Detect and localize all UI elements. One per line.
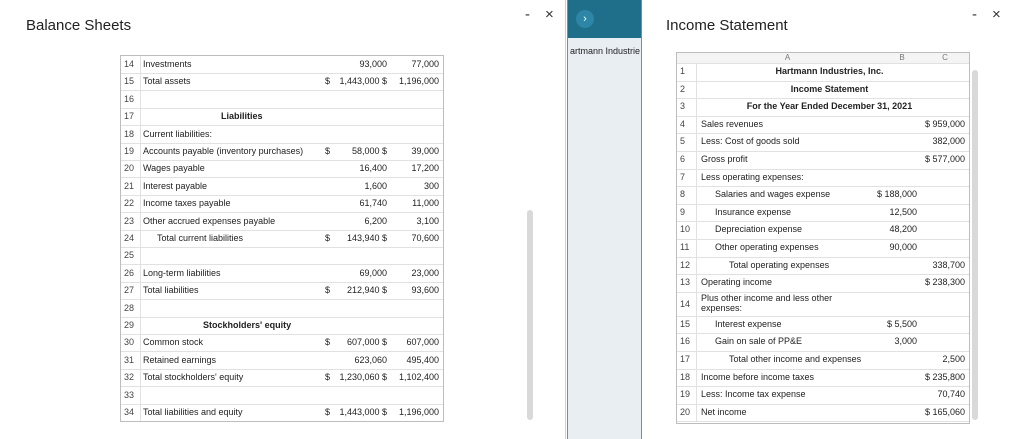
table-row <box>121 195 443 213</box>
column-c-value <box>917 63 965 80</box>
row-number: 12 <box>677 257 697 275</box>
column-c-value: 2,500 <box>942 354 965 364</box>
row-label: Depreciation expense <box>715 224 803 235</box>
table-row <box>121 334 443 352</box>
column-b-value <box>867 116 917 133</box>
dollar-sign: $ <box>325 337 331 348</box>
table-row <box>677 186 969 205</box>
row-number: 33 <box>121 387 141 404</box>
close-button[interactable]: × <box>545 6 554 23</box>
row-number: 14 <box>121 56 141 73</box>
table-row <box>677 257 969 276</box>
column-c-value: $ 959,000 <box>924 118 965 129</box>
value-2021: 1,600 <box>364 180 387 191</box>
dollar-sign: $ <box>325 233 331 243</box>
value-2021: 212,940 $ <box>346 285 387 296</box>
table-row <box>677 169 969 188</box>
column-c-value <box>917 81 965 98</box>
row-label: Current liabilities: <box>143 128 213 139</box>
dollar-sign: $ <box>325 76 331 87</box>
column-header: A <box>784 53 791 62</box>
table-row <box>121 126 443 144</box>
row-number: 24 <box>121 230 141 247</box>
column-c-value <box>917 239 965 256</box>
row-label: Wages payable <box>143 163 205 174</box>
value-2020: 495,400 <box>406 354 439 365</box>
column-b-value: 12,500 <box>889 206 917 217</box>
column-c-value: 338,700 <box>932 259 965 270</box>
dollar-sign: $ <box>325 407 331 417</box>
row-number: 19 <box>677 386 697 404</box>
table-row <box>121 387 443 405</box>
table-row <box>121 265 443 283</box>
value-2020: 300 <box>423 180 439 191</box>
row-number: 29 <box>121 317 141 334</box>
row-number: 8 <box>677 186 697 204</box>
table-row <box>677 404 969 423</box>
minimize-button[interactable]: - <box>972 6 977 23</box>
row-label: Liabilities <box>221 111 263 122</box>
column-b-value <box>867 133 917 150</box>
row-number: 11 <box>677 239 697 257</box>
value-2020 <box>389 247 439 264</box>
value-2021 <box>335 300 387 317</box>
column-c-value <box>917 333 965 350</box>
row-label: Less: Cost of goods sold <box>701 136 800 147</box>
value-2021: 607,000 $ <box>346 337 387 348</box>
table-row <box>121 213 443 231</box>
row-number: 1 <box>677 63 697 81</box>
column-b-value <box>867 151 917 168</box>
column-b-value <box>867 63 917 80</box>
value-2020: 1,196,000 <box>398 407 439 417</box>
value-2020: 1,196,000 <box>398 76 439 87</box>
column-c-value: $ 235,800 <box>924 371 965 382</box>
column-b-value <box>867 351 917 368</box>
column-b-value <box>867 369 917 386</box>
row-label: Less operating expenses: <box>701 171 804 182</box>
row-number: 9 <box>677 204 697 222</box>
value-2021: 1,230,060 $ <box>339 372 387 383</box>
value-2020 <box>389 108 439 125</box>
table-row <box>677 98 969 117</box>
value-2021 <box>335 387 387 404</box>
table-row <box>121 56 443 74</box>
table-row <box>677 81 969 100</box>
row-number: 3 <box>677 98 697 116</box>
row-number: 4 <box>677 116 697 134</box>
table-row <box>677 292 969 317</box>
column-b-value <box>867 81 917 98</box>
row-number: 28 <box>121 300 141 317</box>
row-label: Stockholders' equity <box>203 320 292 330</box>
column-b-value <box>867 169 917 186</box>
column-c-value <box>917 98 965 115</box>
row-label: Other operating expenses <box>715 242 819 252</box>
balance-scrollbar[interactable] <box>527 210 533 420</box>
row-label: Plus other income and less other expenses: <box>701 292 833 313</box>
row-label: Operating income <box>701 277 773 288</box>
table-row <box>677 116 969 135</box>
background-window-header <box>568 0 641 38</box>
value-2020 <box>389 300 439 317</box>
table-row <box>121 404 443 422</box>
row-number: 10 <box>677 221 697 239</box>
value-2020: 17,200 <box>411 163 439 174</box>
value-2020 <box>389 387 439 404</box>
column-b-value <box>867 404 917 421</box>
table-row <box>121 352 443 370</box>
row-label: Total current liabilities <box>157 233 244 243</box>
table-row <box>121 160 443 178</box>
dollar-sign: $ <box>325 285 331 296</box>
table-row <box>121 108 443 126</box>
row-label: Sales revenues <box>701 118 764 129</box>
row-number: 16 <box>677 333 697 351</box>
table-row <box>677 221 969 240</box>
row-number: 25 <box>121 247 141 264</box>
row-label: Interest payable <box>143 180 208 191</box>
column-b-value <box>867 386 917 403</box>
column-b-value <box>867 292 917 309</box>
row-number: 18 <box>677 369 697 387</box>
value-2020 <box>389 317 439 334</box>
table-row <box>121 230 443 248</box>
table-row <box>121 178 443 196</box>
column-c-value <box>917 221 965 238</box>
value-2021: 58,000 $ <box>351 146 387 156</box>
row-number: 27 <box>121 282 141 299</box>
value-2021: 61,740 <box>359 198 387 209</box>
column-c-value: $ 238,300 <box>924 277 965 288</box>
table-row <box>677 133 969 152</box>
row-number: 15 <box>677 316 697 334</box>
row-label: Common stock <box>143 337 204 348</box>
column-b-value <box>867 257 917 274</box>
table-row <box>677 369 969 388</box>
column-b-value: $ 188,000 <box>876 189 917 200</box>
value-2021 <box>335 91 387 108</box>
column-c-value <box>917 186 965 203</box>
column-b-value <box>867 98 917 115</box>
value-2020: 3,100 <box>416 215 439 226</box>
row-number: 34 <box>121 404 141 421</box>
column-c-value: 70,740 <box>937 389 965 400</box>
row-number: 31 <box>121 352 141 369</box>
row-label: Retained earnings <box>143 354 217 365</box>
value-2020: 23,000 <box>411 267 439 278</box>
table-row <box>677 274 969 293</box>
value-2020: 607,000 <box>406 337 439 348</box>
row-label: Total stockholders' equity <box>143 372 244 383</box>
column-c-value <box>917 169 965 186</box>
column-b-value: 48,200 <box>889 224 917 235</box>
income-statement-grid <box>676 52 970 424</box>
row-number: 32 <box>121 369 141 386</box>
income-scrollbar[interactable] <box>972 70 978 420</box>
income-statement-title: Income Statement <box>666 17 788 34</box>
row-label: Total operating expenses <box>729 259 830 270</box>
chevron-right-icon[interactable]: › <box>576 10 594 28</box>
value-2021: 16,400 <box>359 163 387 174</box>
income-statement-window <box>642 0 1024 439</box>
value-2021 <box>335 108 387 125</box>
dollar-sign: $ <box>325 146 331 156</box>
minimize-button[interactable]: - <box>525 6 530 23</box>
row-label: Other accrued expenses payable <box>143 215 276 226</box>
row-label: Total other income and expenses <box>729 354 862 364</box>
column-c-value <box>917 204 965 221</box>
row-label: Net income <box>701 406 747 417</box>
table-row <box>677 316 969 335</box>
row-label: Less: Income tax expense <box>701 389 806 400</box>
table-row <box>121 247 443 265</box>
balance-sheet-grid <box>120 55 444 422</box>
row-number: 20 <box>677 404 697 422</box>
column-c-value <box>917 292 965 309</box>
value-2021: 93,000 <box>359 59 387 69</box>
background-window[interactable] <box>567 0 642 439</box>
value-2020 <box>389 126 439 143</box>
table-row <box>677 333 969 352</box>
value-2020: 77,000 <box>411 59 439 69</box>
table-row <box>121 91 443 109</box>
table-row <box>121 73 443 91</box>
row-number: 26 <box>121 265 141 282</box>
row-label: Total assets <box>143 76 191 87</box>
value-2021: 1,443,000 $ <box>339 76 387 87</box>
table-row <box>677 239 969 258</box>
row-number: 16 <box>121 91 141 108</box>
row-label: Salaries and wages expense <box>715 189 831 200</box>
column-c-value <box>917 316 965 333</box>
row-number: 30 <box>121 334 141 351</box>
row-number: 17 <box>121 108 141 125</box>
row-label: Income Statement <box>790 83 869 94</box>
value-2020: 1,102,400 <box>398 372 439 383</box>
value-2020: 11,000 <box>412 198 439 209</box>
row-label: Hartmann Industries, Inc. <box>775 66 884 76</box>
row-label: Income taxes payable <box>143 198 231 209</box>
column-b-value: 3,000 <box>894 336 917 347</box>
value-2021 <box>335 317 387 334</box>
row-number: 6 <box>677 151 697 169</box>
row-label: Total liabilities <box>143 285 199 296</box>
table-row <box>121 369 443 387</box>
value-2021 <box>335 126 387 143</box>
row-number: 5 <box>677 133 697 151</box>
row-number: 2 <box>677 81 697 99</box>
row-label: Accounts payable (inventory purchases) <box>143 146 304 156</box>
row-number: 21 <box>121 178 141 195</box>
row-number: 15 <box>121 73 141 90</box>
value-2020 <box>389 91 439 108</box>
table-row <box>677 151 969 170</box>
row-number: 7 <box>677 169 697 187</box>
value-2021 <box>335 247 387 264</box>
row-label: Gross profit <box>701 154 748 164</box>
column-c-value: $ 577,000 <box>924 154 965 164</box>
background-window-text: artmann Industrie <box>570 46 641 56</box>
column-b-value: $ 5,500 <box>886 318 917 329</box>
value-2021: 6,200 <box>364 215 387 226</box>
column-c-value: $ 165,060 <box>924 406 965 417</box>
value-2020: 39,000 <box>411 146 439 156</box>
table-row <box>677 386 969 405</box>
value-2021: 623,060 <box>354 354 387 365</box>
table-row <box>677 204 969 223</box>
table-row <box>677 351 969 370</box>
row-number: 23 <box>121 213 141 230</box>
table-row <box>121 317 443 335</box>
row-number: 17 <box>677 351 697 369</box>
row-label: Total liabilities and equity <box>143 407 243 417</box>
row-label: Investments <box>143 59 192 69</box>
table-row <box>121 300 443 318</box>
column-b-value: 90,000 <box>889 242 917 252</box>
column-header: B <box>899 53 905 62</box>
column-c-value: 382,000 <box>932 136 965 147</box>
dollar-sign: $ <box>325 372 331 383</box>
row-label: Gain on sale of PP&E <box>715 336 803 347</box>
close-button[interactable]: × <box>992 6 1001 23</box>
row-number: 19 <box>121 143 141 160</box>
column-header: C <box>942 53 948 62</box>
row-label: Interest expense <box>715 318 782 329</box>
value-2020: 70,600 <box>411 233 439 243</box>
value-2021: 1,443,000 $ <box>339 407 387 417</box>
table-row <box>121 282 443 300</box>
balance-sheets-title: Balance Sheets <box>26 17 132 34</box>
table-row <box>677 63 969 82</box>
column-b-value <box>867 274 917 291</box>
row-number: 13 <box>677 274 697 292</box>
row-label: Long-term liabilities <box>143 267 221 278</box>
table-row <box>121 143 443 161</box>
value-2020: 93,600 <box>411 285 439 296</box>
row-label: Insurance expense <box>715 206 792 217</box>
row-number: 20 <box>121 160 141 177</box>
row-number: 14 <box>677 292 697 316</box>
row-number: 22 <box>121 195 141 212</box>
row-number: 18 <box>121 126 141 143</box>
value-2021: 69,000 <box>359 267 387 278</box>
row-label: Income before income taxes <box>701 371 815 382</box>
row-label: For the Year Ended December 31, 2021 <box>746 101 913 112</box>
value-2021: 143,940 $ <box>346 233 387 243</box>
